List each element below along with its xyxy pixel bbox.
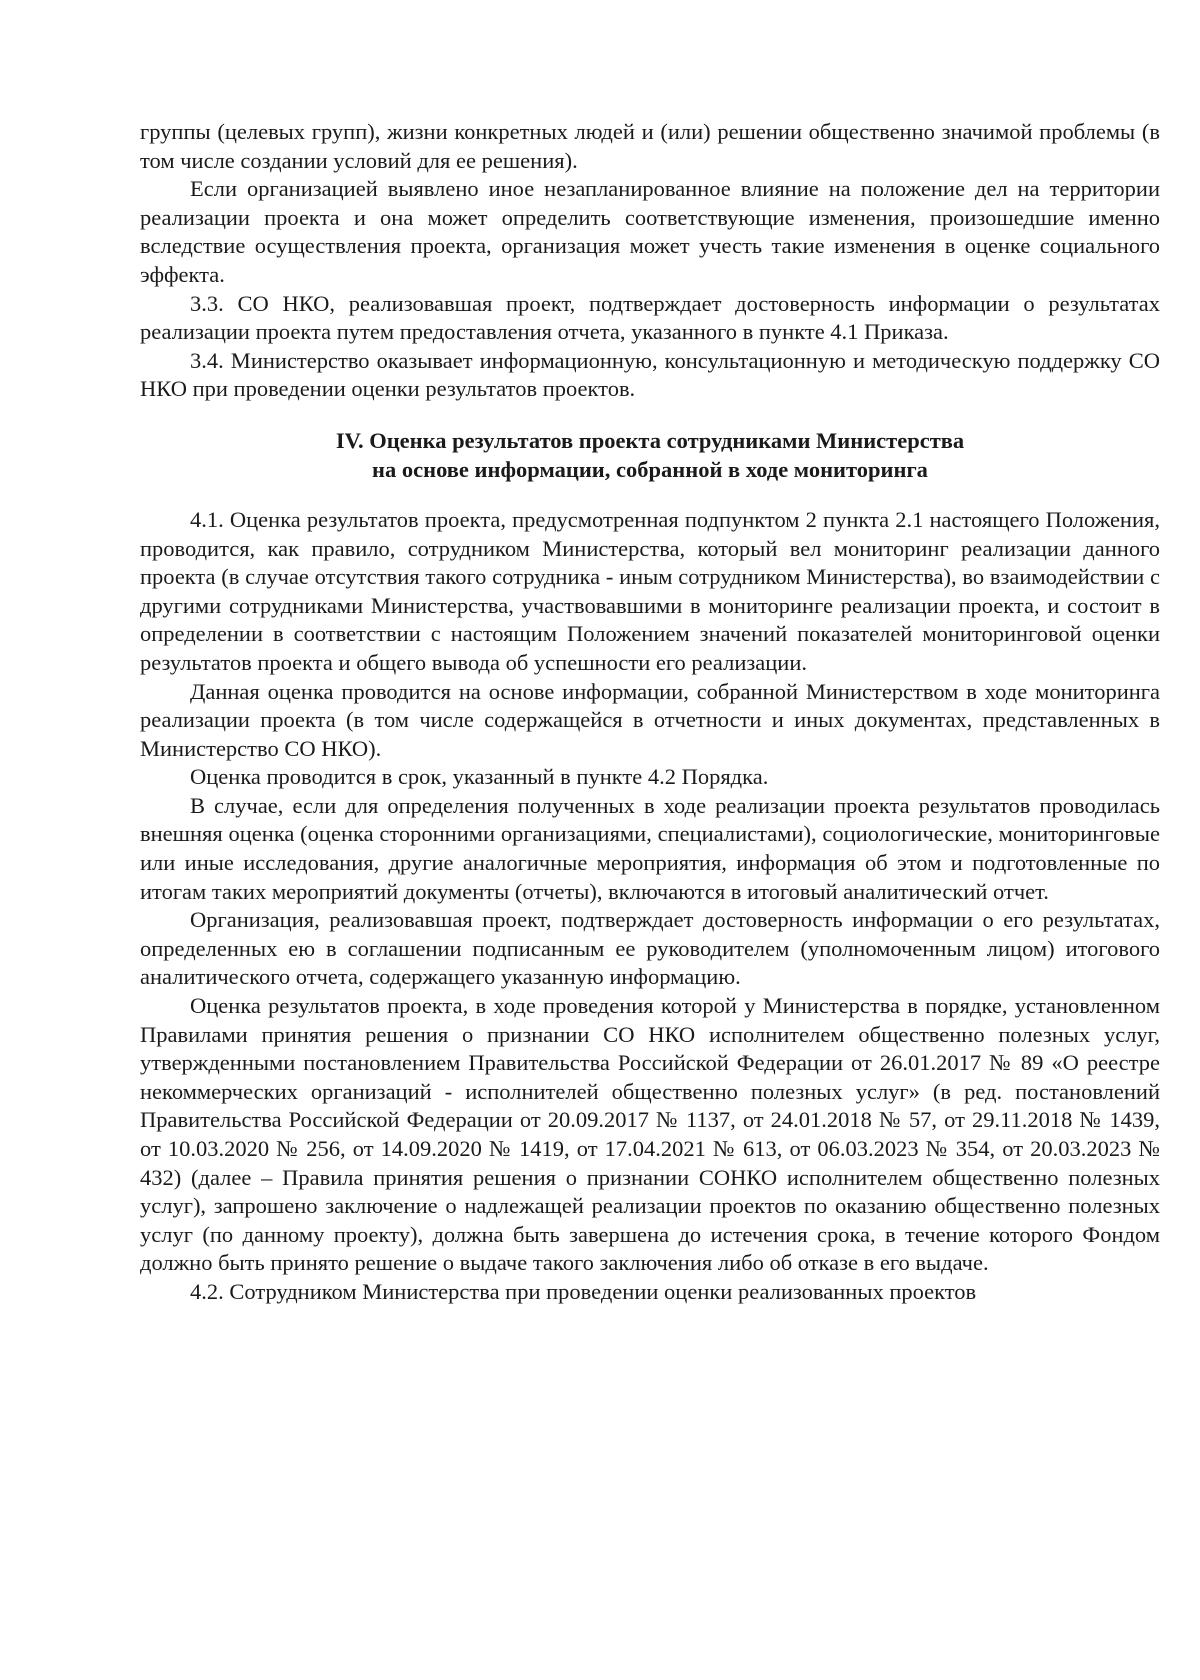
paragraph-3-3: 3.3. СО НКО, реализовавшая проект, подтверждает достоверность информации о результатах реализации проекта путем предоставления отчета, указанного в пункте 4.1 Приказа. <box>140 290 1160 345</box>
paragraph-unplanned-influence: Если организацией выявлено иное незапланированное влияние на положение дел на территории реализации проекта и она может определить соответствующие изменения, произошедшие именно вследствие осуществления проекта, организация может учесть такие изменения в оценке социального эффекта. <box>140 176 1160 287</box>
paragraph-assessment-deadline: Оценка проводится в срок, указанный в пункте 4.2 Порядка. <box>190 764 769 790</box>
paragraph-organization-confirmation: Организация, реализовавшая проект, подтверждает достоверность информации о его результатах, определенных ею в соглашении подписанным ее руководителем (уполномоченным лицом) итогового аналитического отчета, содержащего указанную информацию. <box>140 907 1160 990</box>
paragraph-4-2: 4.2. Сотрудником Министерства при проведении оценки реализованных проектов <box>190 1278 977 1304</box>
paragraph-4-1: 4.1. Оценка результатов проекта, предусмотренная подпунктом 2 пункта 2.1 настоящего Положения, проводится, как правило, сотрудником Министерства, который вел мониторинг реализации данного проекта (в случае отсутствия такого сотрудника - иным сотрудником Министерства), во взаимодействии с другими сотрудниками Министерства, участвовавшими в мониторинге реализации проекта, и состоит в определении в соответствии с настоящим Положением значений показателей мониторинговой оценки результатов проекта и общего вывода об успешности его реализации. <box>140 506 1160 675</box>
section-heading-line-1: IV. Оценка результатов проекта сотрудниками Министерства <box>335 427 965 453</box>
section-heading-line-2: на основе информации, собранной в ходе мониторинга <box>372 456 928 482</box>
paragraph-external-assessment: В случае, если для определения полученных в ходе реализации проекта результатов проводилась внешняя оценка (оценка сторонними организациями, специалистами), социологические, мониторинговые или иные исследования, другие аналогичные мероприятия, информация об этом и подготовленные по итогам таких мероприятий документы (отчеты), включаются в итоговый аналитический отчет. <box>140 792 1160 904</box>
paragraph-continuation: группы (целевых групп), жизни конкретных людей и (или) решении общественно значимой проблемы (в том числе создании условий для ее решения). <box>140 119 1160 173</box>
paragraph-public-services: Оценка результатов проекта, в ходе проведения которой у Министерства в порядке, установленном Правилами принятия решения о признании СО НКО исполнителем общественно полезных услуг, утвержденными постановлением Правительства Российской Федерации от 26.01.2017 № 89 «О реестре некоммерческих организаций - исполнителей общественно полезных услуг» (в ред. постановлений Правительства Российской Федерации от 20.09.2017 № 1137, от 24.01.2018 № 57, от 29.11.2018 № 1439, от 10.03.2020 № 256, от 14.09.2020 № 1419, от 17.04.2021 № 613, от 06.03.2023 № 354, от 20.03.2023 № 432) (далее – Правила принятия решения о признании СОНКО исполнителем общественно полезных услуг), запрошено заключение о надлежащей реализации проектов по оказанию общественно полезных услуг (по данному проекту), должна быть завершена до истечения срока, в течение которого Фондом должно быть принято решение о выдаче такого заключения либо об отказе в его выдаче. <box>140 993 1160 1276</box>
document-page <box>140 118 1160 1307</box>
paragraph-3-4: 3.4. Министерство оказывает информационную, консультационную и методическую поддержку СО НКО при проведении оценки результатов проектов. <box>140 347 1160 402</box>
section-heading-iv <box>140 426 1160 484</box>
paragraph-assessment-basis: Данная оценка проводится на основе информации, собранной Министерством в ходе мониторинга реализации проекта (в том числе содержащейся в отчетности и иных документах, представленных в Министерство СО НКО). <box>140 678 1160 761</box>
